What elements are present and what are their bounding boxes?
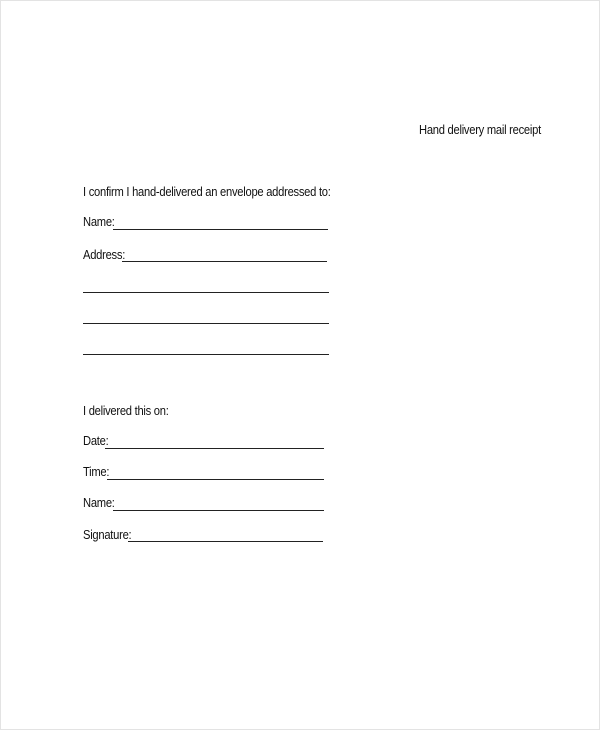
delivery-date-line[interactable]	[105, 448, 324, 449]
delivery-name-line[interactable]	[113, 510, 324, 511]
delivery-time-field	[83, 464, 114, 480]
recipient-name-label: Name:	[83, 214, 115, 229]
intro-text: I confirm I hand-delivered an envelope addressed to:	[83, 184, 331, 199]
delivery-name-label: Name:	[83, 495, 115, 510]
delivered-intro-text: I delivered this on:	[83, 403, 169, 418]
document-title: Hand delivery mail receipt	[419, 122, 541, 137]
recipient-name-line[interactable]	[113, 229, 328, 230]
recipient-address-line-2[interactable]	[83, 292, 329, 293]
delivery-time-label: Time:	[83, 464, 110, 479]
recipient-name-field	[83, 214, 120, 230]
delivery-time-line[interactable]	[107, 479, 324, 480]
recipient-address-line-1[interactable]	[122, 261, 327, 262]
delivery-date-field	[83, 433, 113, 449]
delivery-date-label: Date:	[83, 433, 109, 448]
delivery-name-field	[83, 495, 120, 511]
recipient-address-line-3[interactable]	[83, 323, 329, 324]
delivery-signature-label: Signature:	[83, 527, 132, 542]
delivery-signature-line[interactable]	[128, 541, 323, 542]
recipient-address-label: Address:	[83, 247, 126, 262]
recipient-address-line-4[interactable]	[83, 354, 329, 355]
